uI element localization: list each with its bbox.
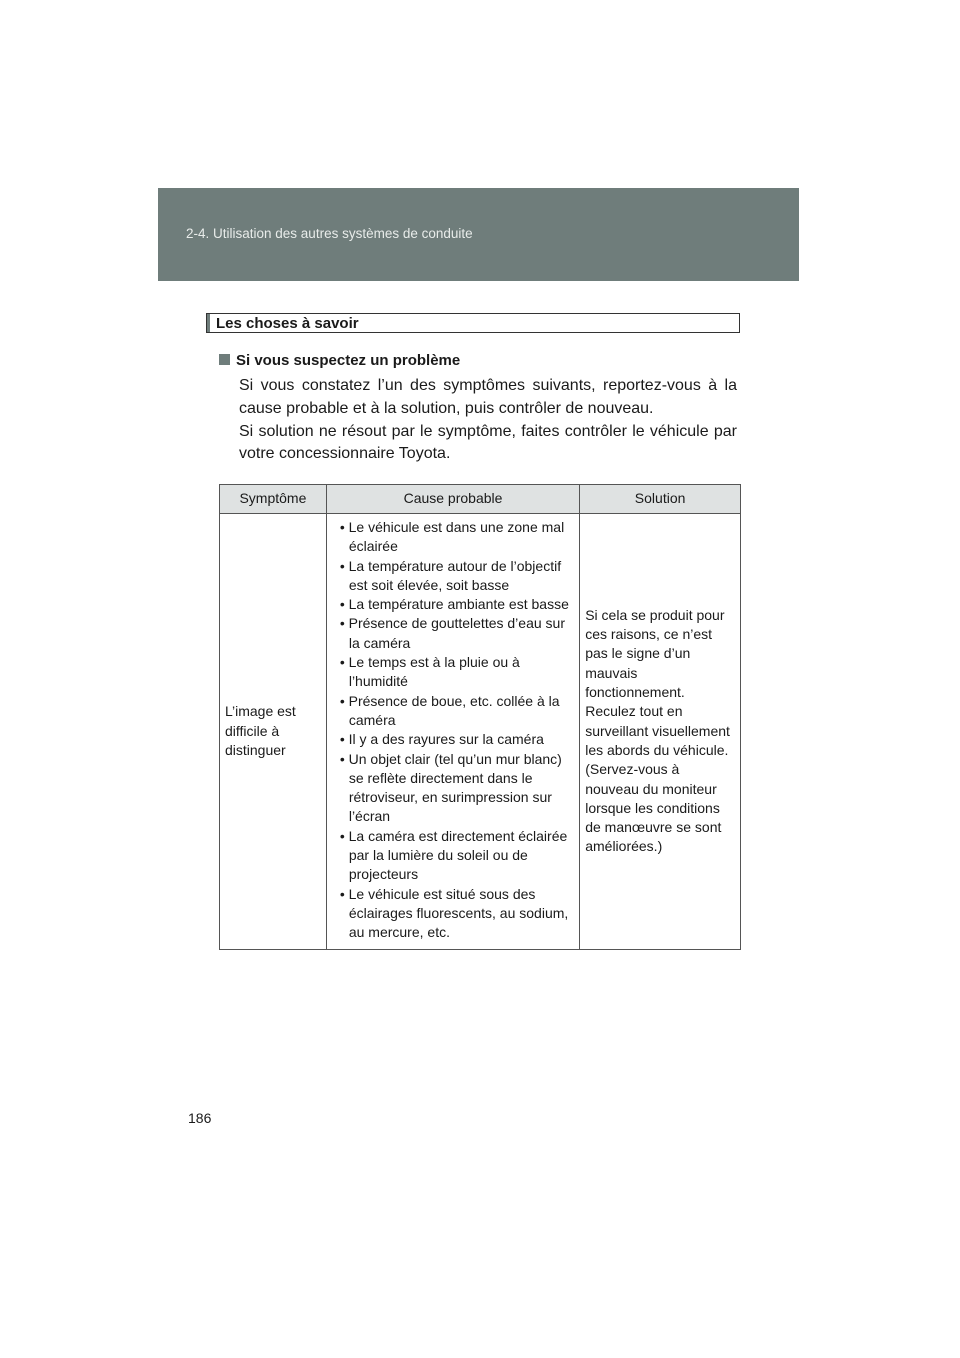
square-bullet-icon — [219, 354, 230, 365]
cause-item: • Présence de boue, etc. collée à la caméra — [339, 692, 560, 728]
cause-item: • La caméra est directement éclairée par la lumière du soleil ou de projecteurs — [339, 827, 568, 883]
subheading — [219, 352, 460, 369]
table-header-row — [220, 485, 741, 514]
paragraph: Si vous constatez l’un des symptômes suivants, reportez-vous à la cause probable et à la solution, puis contrôler de nouveau. — [239, 377, 737, 417]
column-header-cause: Cause probable — [326, 485, 579, 514]
notes-accent-bar — [207, 314, 210, 332]
cause-item: • Le véhicule est dans une zone mal éclairée — [339, 519, 565, 555]
cause-item: • La température ambiante est basse — [339, 596, 569, 613]
cause-cell — [326, 514, 579, 950]
notes-title-bar — [206, 313, 740, 333]
notes-title: Les choses à savoir — [216, 315, 359, 332]
cause-item: • Il y a des rayures sur la caméra — [339, 731, 544, 748]
cause-item: • Le véhicule est situé sous des éclairages fluorescents, au sodium, au mercure, etc. — [339, 885, 569, 941]
chapter-header-band — [158, 188, 799, 281]
symptom-cell: L’image est difficile à distinguer — [220, 514, 327, 950]
cause-item: • Un objet clair (tel qu’un mur blanc) se reflète directement dans le rétroviseur, en surimpression sur l’écran — [339, 750, 562, 825]
solution-cell: Si cela se produit pour ces raisons, ce n’est pas le signe d’un mauvais fonctionnement. Reculez tout en surveillant visuellement les abords du véhicule. (Servez-vous à nouveau du moniteur lorsque les conditions de manœuvre se sont améliorées.) — [580, 514, 741, 950]
cause-item: • Présence de gouttelettes d’eau sur la caméra — [339, 615, 565, 651]
page-number: 186 — [188, 1110, 212, 1126]
cause-list — [332, 518, 574, 943]
column-header-solution: Solution — [580, 485, 741, 514]
body-text — [239, 375, 737, 466]
subheading-text: Si vous suspectez un problème — [236, 352, 461, 369]
column-header-symptom: Symptôme — [220, 485, 327, 514]
section-title: 2-4. Utilisation des autres systèmes de conduite — [186, 226, 473, 241]
cause-item: • La température autour de l’objectif est soit élevée, soit basse — [339, 557, 562, 593]
table-row — [220, 514, 741, 950]
cause-item: • Le temps est à la pluie ou à l’humidité — [339, 654, 520, 690]
troubleshooting-table — [219, 484, 741, 950]
paragraph: Si solution ne résout par le symptôme, faites contrôler le véhicule par votre concessionnaire Toyota. — [239, 422, 737, 463]
